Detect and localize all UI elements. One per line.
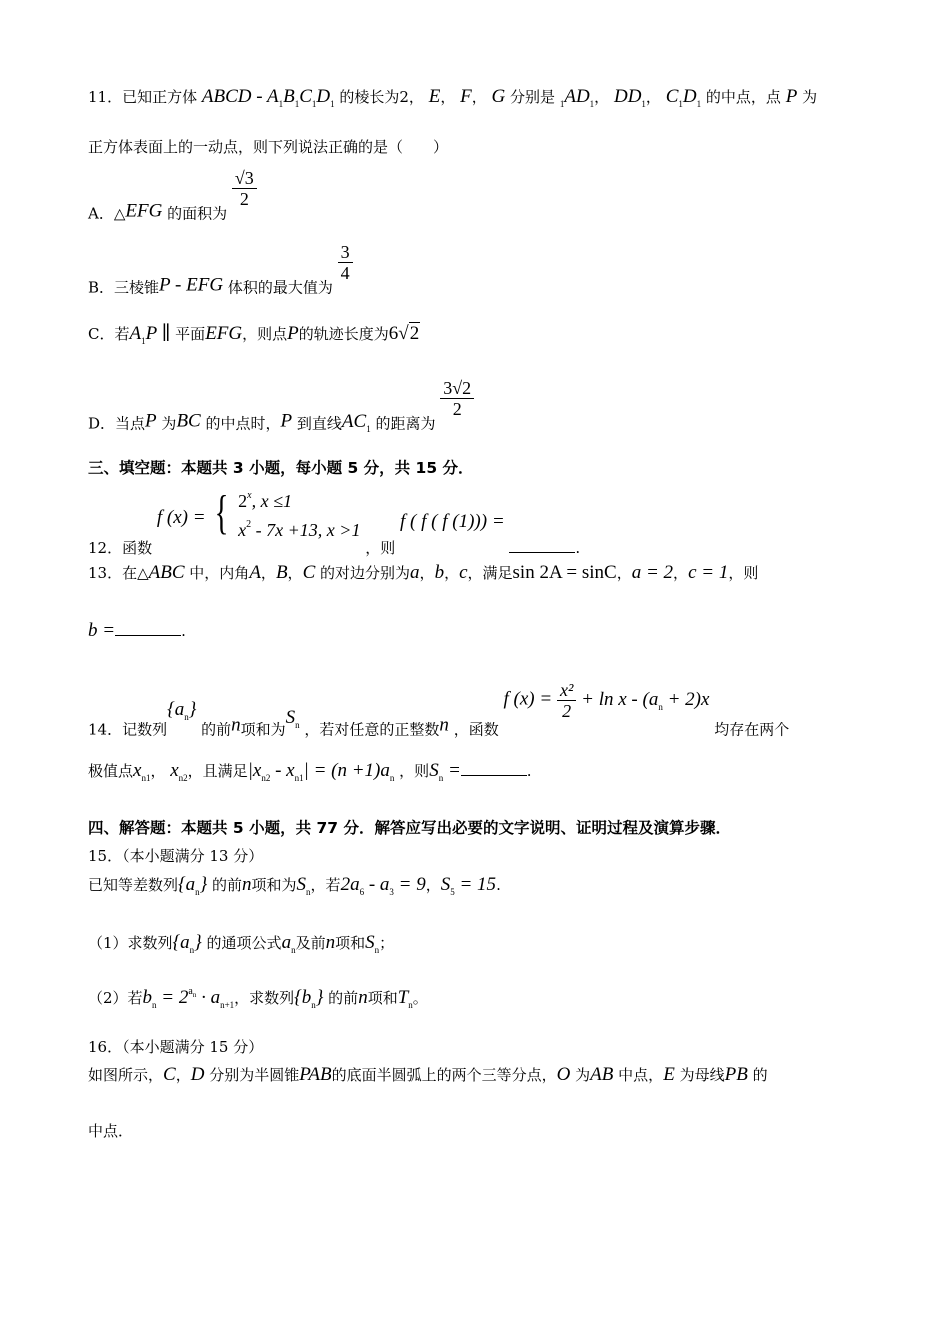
option-C-text2: 的轨迹长度为 [298,325,389,343]
q15-text4: ，若 [310,876,341,894]
q14-text3: 项和为 [240,720,286,739]
q16-stem: 如图所示，C，D 分别为半圆锥PAB的底面半圆弧上的两个三等分点，O 为AB 中点，E 为母线PB 的 [88,1064,768,1085]
efg: EFG [125,200,163,222]
option-B [88,242,353,298]
efg-c: EFG [205,323,243,344]
q13-answer-blank [115,621,181,636]
q11-stem2: 正方体表面上的一动点，则下列说法正确的是（ ） [88,138,449,156]
side-b: b [434,562,445,583]
mid-text: 的中点，点 [705,88,781,106]
q14-then: ，则 [399,762,430,780]
option-B-den: 4 [340,263,350,283]
option-A-num: √3 [232,168,257,189]
q16-point-C: C [163,1064,176,1085]
edge-text: 的棱长为2， [339,88,424,106]
q13-equation: sin 2A = sinC [512,562,617,583]
q15-text3: 项和为 [251,876,297,894]
option-D [88,378,474,434]
option-A [88,168,257,224]
option-C-label: C．若 [88,325,130,343]
q15-p2-tn: $T_n$ [397,987,413,1010]
q14-text4: ，若对任意的正整数 [304,720,440,739]
point-P-d: P [145,410,157,432]
point-E: E [428,86,441,107]
q13-c-value: c = 1 [688,562,729,583]
angle-B: B [275,562,288,583]
q13-a-value: a = 2 [631,562,674,583]
q14-line1 [88,680,789,740]
q12-answer-blank [509,538,575,553]
option-A-den: 2 [239,189,249,209]
q16-text3: 的底面半圆弧上的两个三等分点， [331,1066,557,1084]
q15-p2-text2: 的前 [328,989,359,1007]
option-A-label: A． [88,204,114,223]
q15-p1-text: 的通项公式 [206,934,282,952]
option-B-fraction [338,242,353,283]
piecewise-brace: { [214,486,229,539]
line-AC1: $AC_1$ [341,410,371,434]
case-1: 2$^x$, x ≤1 [238,490,292,511]
q13-b-question: b = [88,620,116,641]
section-3-heading: 三、填空题：本题共 3 小题，每小题 5 分，共 15 分． [88,459,474,477]
q16-text5: 中点， [618,1066,664,1084]
q13: 13．在△ABC 中，内角A，B，C 的对边分别为a，b，c，满足sin 2A = sinC，a = 2，c = 1，则 [88,562,759,583]
q16-point-D: D [190,1064,205,1085]
option-B-label: B．三棱锥 [88,278,160,297]
q13-then: ，则 [728,564,759,582]
q12-label: 12．函数 [88,539,153,557]
side-c: c [459,562,468,583]
q15-p2-n: n [358,987,368,1008]
option-A-text: 的面积为 [167,204,228,223]
option-C [88,322,420,346]
q16-title: 16．（本小题满分 15 分） [88,1038,264,1056]
a1p: $A_1P$ ∥ [129,323,171,346]
x-n1: $x_{n1}$ [133,760,151,783]
q16-point-E: E [663,1064,675,1085]
q15-title: 15．（本小题满分 13 分） [88,847,264,865]
point-F: F [460,86,472,107]
q16-text6: 为母线 [679,1066,725,1084]
q15-text2: 的前 [212,876,243,894]
q14-sn-answer: $S_n$ = [429,760,461,783]
q15-p2-eq: $b_n = 2^{a_n} \cdot a_{n+1}$ [142,986,235,1010]
option-D-text3: 的距离为 [375,414,436,433]
q15-seq: $\{a_n\}$ [178,874,208,897]
option-D-text1: 的中点时， [205,414,281,433]
q15-p1-seq: $\{a_n\}$ [172,932,202,955]
q15-p2-text: ，求数列 [234,989,295,1007]
q11-stem-line1: 11．已知正方体 ABCD - $A_1B_1C_1D_1$ 的棱长为2， E， F， G 分别是 $_1AD_1$， $DD_1$， $C_1D_1$ 的中点，点 P 为 [88,86,818,109]
q15-p2-seq: $\{b_n\}$ [294,987,324,1010]
point-P: P [785,86,798,107]
seg-C1D1: $C_1D_1$ [665,86,702,109]
q16-text2: 分别为半圆锥 [209,1066,300,1084]
q14-answer-blank [461,761,527,776]
option-B-num: 3 [338,242,353,263]
q15-eq2: $S_5 = 15$ [440,874,497,897]
q14-text2: 的前 [201,720,232,739]
x-n2: $x_{n2}$ [170,760,188,783]
q12: 12．函数 f (x) = { 2$^x$, x ≤1 $x^2 - 7x +13$, x >1 ，则 f ( f ( f (1))) = . [88,486,581,557]
seq-an: $\{a_n\}$ [167,698,197,722]
q12-then: ，则 [365,539,396,557]
seg-A1D1: $_1AD_1$ [559,86,595,109]
q15-n: n [242,874,252,895]
option-C-value: 6√2 [388,323,420,344]
q15-eq1: $2a_6 - a_3 = 9$ [340,874,426,897]
q11-stem-line2 [88,136,448,157]
option-D-den: 2 [452,399,462,419]
split-text: 分别是 [510,88,556,106]
q15-p2-text3: 项和 [367,989,398,1007]
q14-fraction: $\frac{\text{x²}}{2}$ [557,680,576,721]
option-D-num: 3√2 [440,378,474,399]
q14-text5: ，函数 [453,720,499,739]
plane-text: 平面 [175,325,206,343]
q15-p1-an: $a_n$ [281,932,296,955]
q16-point-O: O [556,1064,571,1085]
pyramid-expr: P - EFG [159,274,224,296]
q14-func-rest: + $\ln x - (a_n + 2)x$ [581,688,710,712]
q15-p1-text2: 及前 [295,934,326,952]
seg-BC: BC [176,410,201,432]
q13-answer-line: b = . [88,620,186,641]
q14-n: n [231,714,241,736]
point-P-c: P [287,323,299,344]
angle-A: A [249,562,261,583]
section-4-heading: 四、解答题：本题共 5 小题，共 77 分．解答应写出必要的文字说明、证明过程及演算步骤． [88,819,731,837]
q16-text1: 如图所示， [88,1066,164,1084]
q16-cone-PAB: PAB [299,1064,332,1085]
q15-p1-n: n [325,932,336,953]
q14-line2a: 极值点 [88,762,134,780]
triangle-symbol: △ [113,204,126,223]
q14-text6: 均存在两个 [714,720,790,739]
q14-sn: $S_n$ [285,706,300,730]
q12-fx: f (x) = [156,507,206,528]
q14-line2: 极值点$x_{n1}$， $x_{n2}$，且满足$|x_{n2} - x_{n1}| = (n +1)a_n$ ，则$S_n$ = . [88,760,532,783]
side-a: a [410,562,420,583]
q15-part1: （1）求数列$\{a_n\}$ 的通项公式$a_n$及前n项和$S_n$； [88,932,395,955]
q15-p1-text3: 项和 [335,934,366,952]
point-P-d2: P [280,410,293,432]
piecewise-cases [238,484,360,542]
q14-text7: ，且满足 [187,762,248,780]
q15-p2-label: （2）若 [88,989,143,1007]
q14-condition: $|x_{n2} - x_{n1}| = (n +1)a_n$ [247,760,395,783]
q16-text7: 的 [752,1066,768,1084]
point-G: G [491,86,506,107]
option-D-label: D．当点 [88,414,146,433]
q16-seg-AB: AB [590,1064,614,1085]
option-B-text: 体积的最大值为 [227,278,333,297]
q14-fx: f (x) = [503,688,553,710]
option-D-text2: 到直线 [296,414,342,433]
q13-text3: 的对边分别为 [320,564,411,582]
q16-seg-PB: PB [724,1064,748,1085]
q15-stem: 已知等差数列$\{a_n\}$ 的前n项和为$S_n$，若$2a_6 - a_3 = 9$，$S_5 = 15$. [88,874,501,897]
cube-name: ABCD - $A_1B_1C_1D_1$ [201,86,335,109]
case-2: $x^2 - 7x +13$, x >1 [238,519,361,540]
q16-line2: 中点． [88,1122,134,1140]
option-C-text1: ，则点 [242,325,288,343]
angle-C: C [302,562,316,583]
q14-n2: n [439,714,449,736]
q12-fff: f ( f ( f (1))) = [400,511,505,532]
wei-text: 为 [802,88,818,106]
q14-label: 14．记数列 [88,720,168,739]
q15-p1-sn: $S_n$ [365,932,380,955]
seg-DD1: $DD_1$ [613,86,646,109]
q15-sn: $S_n$ [296,874,311,897]
option-A-fraction [232,168,257,209]
option-D-wei: 为 [161,414,177,433]
q11-label: 11．已知正方体 [88,88,198,106]
q13-text2: 中，内角 [189,564,250,582]
q13-label: 13．在△ [88,564,149,582]
q15-p1-label: （1）求数列 [88,934,173,952]
q15-part2: （2）若$b_n = 2^{a_n} \cdot a_{n+1}$，求数列$\{b_n\}$ 的前n项和$T_n$。 [88,986,428,1010]
q13-text4: ，满足 [467,564,513,582]
q16-text4: 为 [575,1066,591,1084]
option-D-fraction [440,378,474,419]
triangle-ABC: ABC [148,562,185,583]
q15-text1: 已知等差数列 [88,876,179,894]
